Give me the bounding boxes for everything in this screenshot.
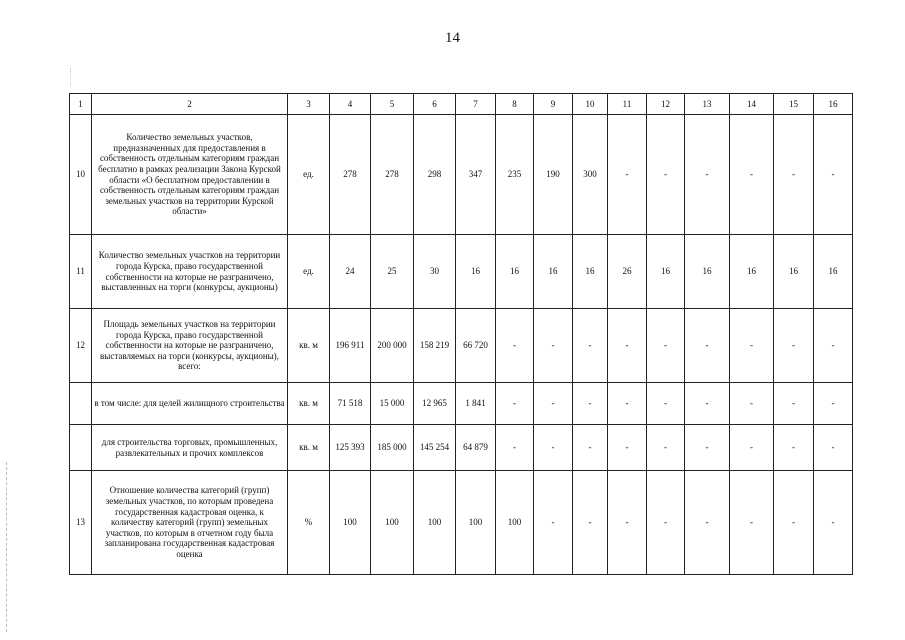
unit-cell: кв. м [288,425,330,471]
row-number [70,383,92,425]
unit-cell: ед. [288,235,330,309]
value-cell: - [534,425,573,471]
indicator-description: Количество земельных участков на территории города Курска, право государственной собственности на которые не разграничено, выставленных на торги (конкурсы, аукционы) [92,235,288,309]
row-number: 11 [70,235,92,309]
unit-cell: % [288,471,330,575]
value-cell: - [774,425,814,471]
value-cell: 16 [730,235,774,309]
header-cell: 9 [534,94,573,115]
header-cell: 1 [70,94,92,115]
indicator-description: в том числе: для целей жилищного строительства [92,383,288,425]
page-number: 14 [445,30,460,46]
indicator-description: Площадь земельных участков на территории города Курска, право государственной собственности на которые не разграничено, выставляемых на торги (конкурсы, аукционы), всего: [92,309,288,383]
value-cell: 185 000 [371,425,414,471]
value-cell: 298 [414,115,456,235]
value-cell: - [685,425,730,471]
value-cell: 125 393 [330,425,371,471]
header-cell: 5 [371,94,414,115]
value-cell: - [608,309,647,383]
indicator-description: для строительства торговых, промышленных, развлекательных и прочих комплексов [92,425,288,471]
unit-cell: ед. [288,115,330,235]
header-cell: 3 [288,94,330,115]
table-row [70,309,853,383]
value-cell: - [534,309,573,383]
value-cell: - [685,471,730,575]
value-cell: 100 [330,471,371,575]
value-cell: 30 [414,235,456,309]
header-cell: 14 [730,94,774,115]
value-cell: - [774,471,814,575]
value-cell: - [685,309,730,383]
value-cell: - [608,383,647,425]
value-cell: 100 [371,471,414,575]
table-row [70,471,853,575]
value-cell: 64 879 [456,425,496,471]
value-cell: 15 000 [371,383,414,425]
row-number: 12 [70,309,92,383]
scan-edge-mark [6,462,8,632]
value-cell: 100 [496,471,534,575]
row-number [70,425,92,471]
header-cell: 2 [92,94,288,115]
value-cell: 16 [573,235,608,309]
value-cell: 16 [814,235,853,309]
value-cell: - [534,471,573,575]
value-cell: 145 254 [414,425,456,471]
header-cell: 8 [496,94,534,115]
table-row [70,383,853,425]
value-cell: 278 [330,115,371,235]
value-cell: - [647,471,685,575]
header-cell: 11 [608,94,647,115]
value-cell: - [730,471,774,575]
value-cell: - [685,383,730,425]
value-cell: 158 219 [414,309,456,383]
value-cell: 24 [330,235,371,309]
header-cell: 16 [814,94,853,115]
value-cell: - [573,309,608,383]
value-cell: 16 [647,235,685,309]
indicator-description: Количество земельных участков, предназначенных для предоставления в собственность отдельным категориям граждан бесплатно в рамках реализации Закона Курской области «О бесплатном предоставлении в собственность отдельным категориям граждан земельных участков на территории Курской области» [92,115,288,235]
value-cell: - [814,471,853,575]
indicator-description: Отношение количества категорий (групп) земельных участков, по которым проведена государственная кадастровая оценка, к количеству категорий (групп) земельных участков, по которым в отчетном году была запланирована государственная кадастровая оценка [92,471,288,575]
table-row [70,425,853,471]
header-cell: 13 [685,94,730,115]
value-cell: - [730,115,774,235]
value-cell: 26 [608,235,647,309]
header-cell: 12 [647,94,685,115]
value-cell: 300 [573,115,608,235]
value-cell: - [814,115,853,235]
row-number: 10 [70,115,92,235]
value-cell: - [496,309,534,383]
header-cell: 15 [774,94,814,115]
value-cell: 200 000 [371,309,414,383]
value-cell: - [573,425,608,471]
value-cell: 16 [774,235,814,309]
value-cell: 196 911 [330,309,371,383]
value-cell: - [685,115,730,235]
value-cell: - [774,383,814,425]
value-cell: - [774,115,814,235]
value-cell: 100 [456,471,496,575]
value-cell: 16 [496,235,534,309]
value-cell: - [814,425,853,471]
value-cell: - [573,383,608,425]
value-cell: 71 518 [330,383,371,425]
value-cell: - [730,309,774,383]
value-cell: - [647,425,685,471]
value-cell: - [534,383,573,425]
row-number: 13 [70,471,92,575]
header-cell: 7 [456,94,496,115]
value-cell: - [647,383,685,425]
value-cell: 16 [534,235,573,309]
value-cell: - [730,383,774,425]
table-row [70,115,853,235]
value-cell: - [573,471,608,575]
value-cell: 100 [414,471,456,575]
value-cell: 12 965 [414,383,456,425]
value-cell: 278 [371,115,414,235]
unit-cell: кв. м [288,383,330,425]
header-cell: 4 [330,94,371,115]
value-cell: - [814,309,853,383]
value-cell: - [730,425,774,471]
value-cell: - [774,309,814,383]
value-cell: - [814,383,853,425]
value-cell: - [647,115,685,235]
value-cell: 1 841 [456,383,496,425]
value-cell: - [608,471,647,575]
value-cell: - [608,425,647,471]
indicator-table [69,93,853,575]
value-cell: - [647,309,685,383]
value-cell: - [496,425,534,471]
scan-edge-mark [70,68,72,86]
value-cell: 16 [685,235,730,309]
value-cell: 66 720 [456,309,496,383]
value-cell: - [496,383,534,425]
unit-cell: кв. м [288,309,330,383]
value-cell: 190 [534,115,573,235]
table-row [70,235,853,309]
value-cell: 347 [456,115,496,235]
value-cell: - [608,115,647,235]
header-cell: 6 [414,94,456,115]
table-header-row [70,94,853,115]
value-cell: 25 [371,235,414,309]
header-cell: 10 [573,94,608,115]
value-cell: 16 [456,235,496,309]
value-cell: 235 [496,115,534,235]
